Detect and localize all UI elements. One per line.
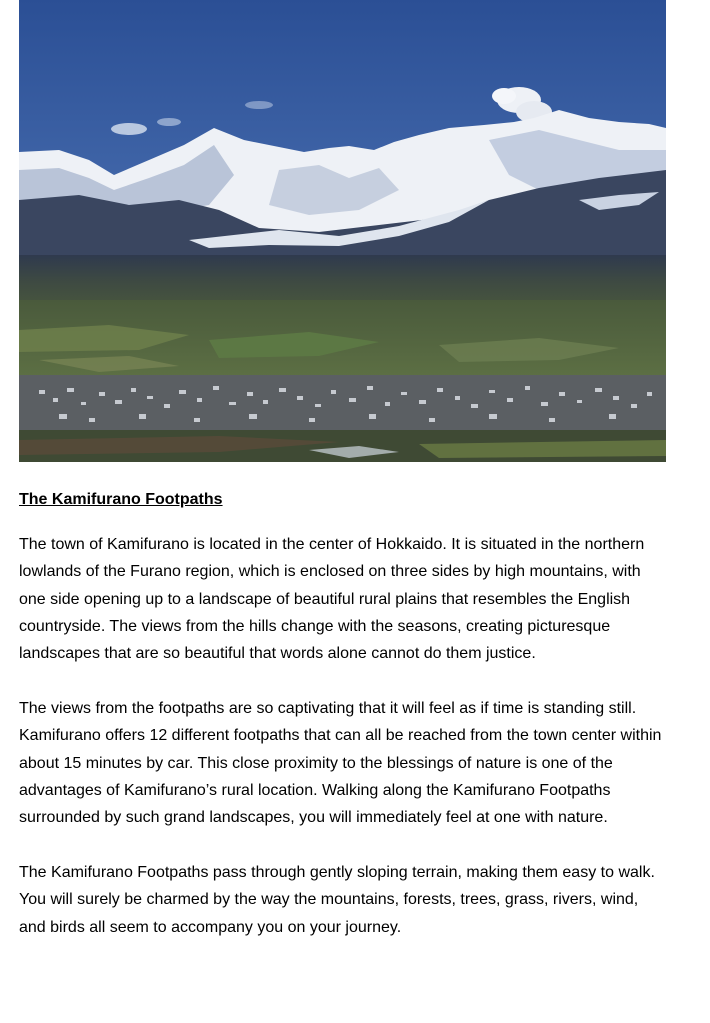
paragraph-line: surrounded by such grand landscapes, you will immediately feel at one with nature. xyxy=(19,809,608,827)
article-paragraph xyxy=(19,531,679,667)
paragraph-line: landscapes that are so beautiful that words alone cannot do them justice. xyxy=(19,645,536,663)
paragraph-line: Kamifurano offers 12 different footpaths that can all be reached from the town center within xyxy=(19,727,662,745)
paragraph-line: and birds all seem to accompany you on your journey. xyxy=(19,918,402,936)
mountain-landscape-photo xyxy=(19,0,666,462)
paragraph-line: countryside. The views from the hills change with the seasons, creating picturesque xyxy=(19,617,611,635)
article-paragraph xyxy=(19,695,679,831)
article-title: The Kamifurano Footpaths xyxy=(19,491,223,508)
paragraph-line: The Kamifurano Footpaths pass through gently sloping terrain, making them easy to walk. xyxy=(19,864,655,881)
paragraph-line: one side opening up to a landscape of beautiful rural plains that resembles the English xyxy=(19,590,631,608)
article-paragraph xyxy=(19,859,679,941)
paragraph-line: lowlands of the Furano region, which is enclosed on three sides by high mountains, with xyxy=(19,563,641,581)
landscape-illustration xyxy=(19,0,666,462)
paragraph-line: The views from the footpaths are so captivating that it will feel as if time is standing still. xyxy=(19,700,637,717)
paragraph-line: about 15 minutes by car. This close proximity to the blessings of nature is one of the xyxy=(19,754,613,772)
paragraph-line: advantages of Kamifurano’s rural location. Walking along the Kamifurano Footpaths xyxy=(19,781,611,799)
paragraph-line: The town of Kamifurano is located in the center of Hokkaido. It is situated in the northern xyxy=(19,536,645,553)
paragraph-line: You will surely be charmed by the way the mountains, forests, trees, grass, rivers, wind, xyxy=(19,891,639,909)
